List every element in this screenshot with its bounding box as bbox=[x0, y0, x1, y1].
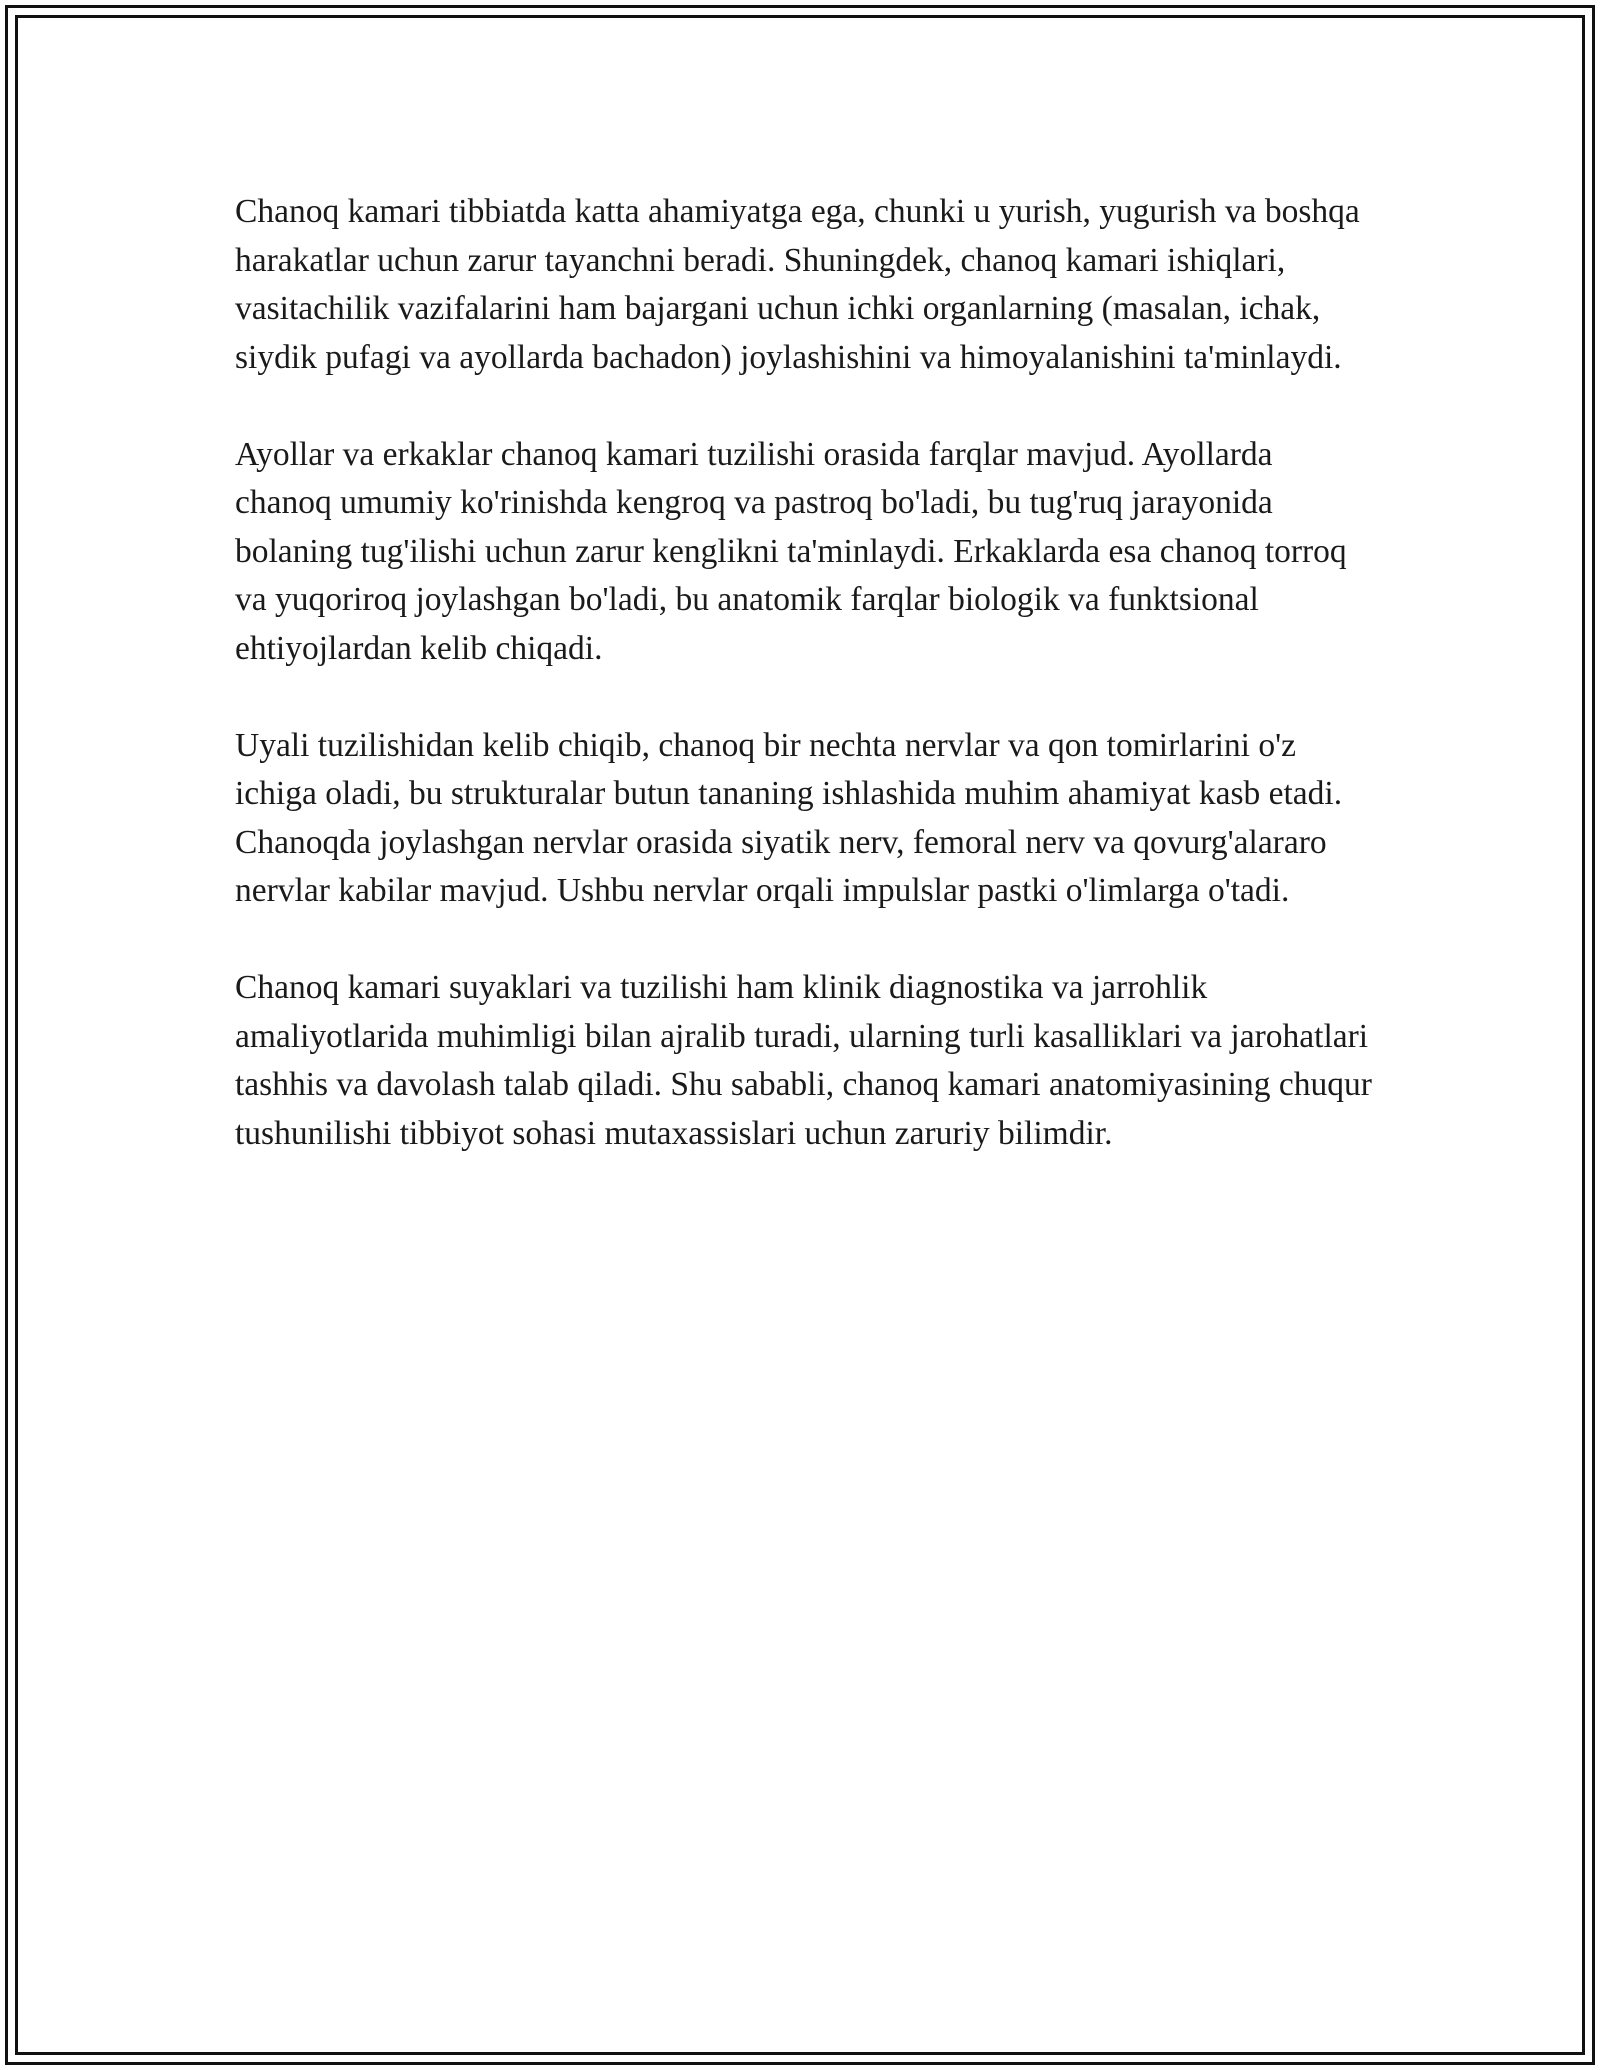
paragraph: Chanoq kamari suyaklari va tuzilishi ham klinik diagnostika va jarrohlik amaliyotlarida muhimligi bilan ajralib turadi, ularning turli kasalliklari va jarohatlari tashhis va davolash talab qiladi. Shu sababli, chanoq kamari anatomiyasining chuqur tushunilishi tibbiyot sohasi mutaxassislari uchun zaruriy bilimdir. bbox=[235, 969, 1372, 1152]
document-body bbox=[235, 188, 1375, 1158]
paragraph: Chanoq kamari tibbiatda katta ahamiyatga ega, chunki u yurish, yugurish va boshqa harakatlar uchun zarur tayanchni beradi. Shuningdek, chanoq kamari ishiqlari, vasitachilik vazifalarini ham bajargani uchun ichki organlarning (masalan, ichak, siydik pufagi va ayollarda bachadon) joylashishini va himoyalanishini ta'minlaydi. bbox=[235, 193, 1360, 376]
paragraph: Uyali tuzilishidan kelib chiqib, chanoq bir nechta nervlar va qon tomirlarini o'z ichiga oladi, bu strukturalar butun tananing ishlashida muhim ahamiyat kasb etadi. Chanoqda joylashgan nervlar orasida siyatik nerv, femoral nerv va qovurg'alararo nervlar kabilar mavjud. Ushbu nervlar orqali impulslar pastki o'limlarga o'tadi. bbox=[235, 726, 1343, 909]
paragraph: Ayollar va erkaklar chanoq kamari tuzilishi orasida farqlar mavjud. Ayollarda chanoq umumiy ko'rinishda kengroq va pastroq bo'ladi, bu tug'ruq jarayonida bolaning tug'ilishi uchun zarur kenglikni ta'minlaydi. Erkaklarda esa chanoq torroq va yuqoriroq joylashgan bo'ladi, bu anatomik farqlar biologik va funktsional ehtiyojlardan kelib chiqadi. bbox=[235, 435, 1347, 667]
